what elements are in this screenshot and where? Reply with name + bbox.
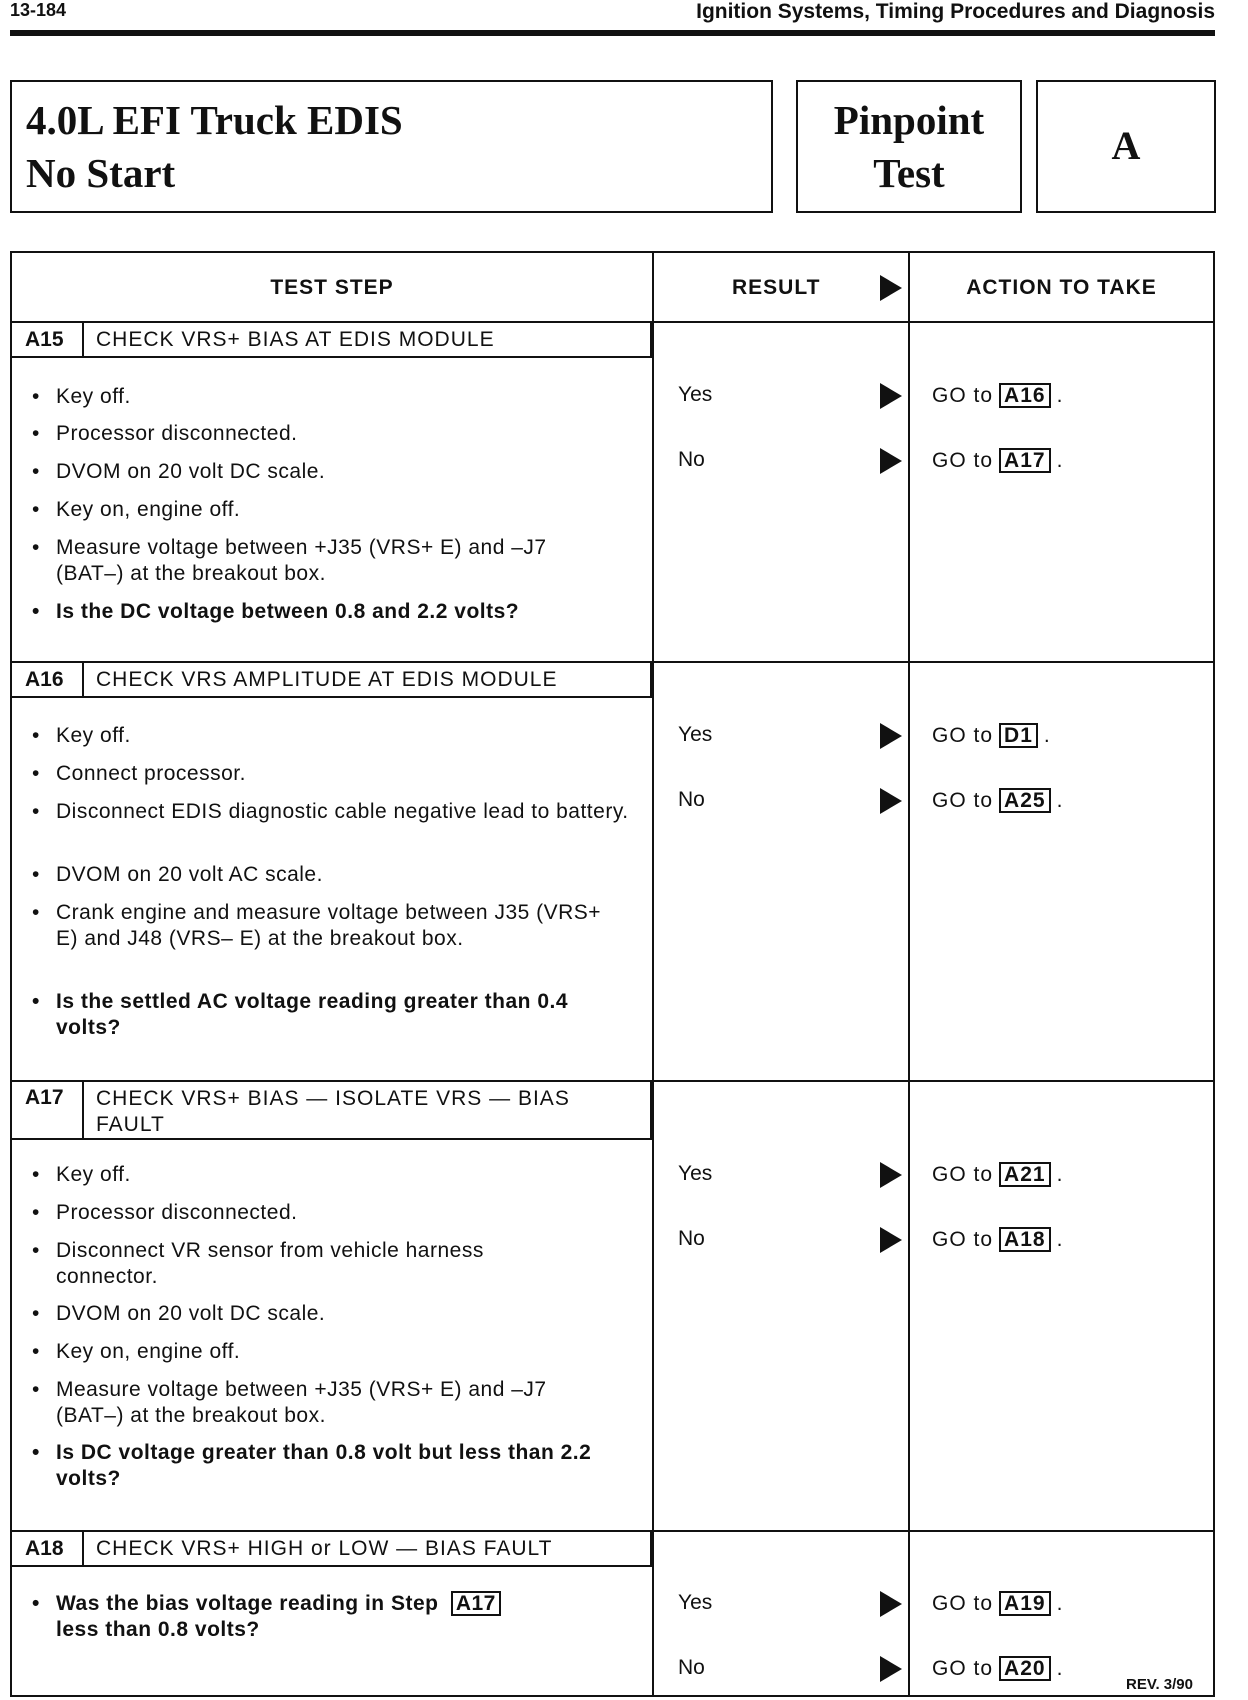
bullet-icon: • (32, 385, 40, 408)
step-title: CHECK VRS AMPLITUDE AT EDIS MODULE (96, 668, 558, 691)
column-divider (908, 253, 910, 1695)
step-id: A15 (12, 323, 84, 356)
bullet-icon: • (32, 1378, 40, 1401)
test-letter-box (1036, 80, 1216, 213)
bullet-icon: • (32, 498, 40, 521)
bullet-icon: • (32, 422, 40, 445)
test-title-box (10, 80, 773, 213)
action-goto: GO to A21 . (932, 1163, 1064, 1186)
step-bullet: • Processor disconnected. (32, 1201, 298, 1224)
test-title-line2: No Start (26, 150, 176, 196)
result-arrow-icon (880, 1656, 902, 1682)
step-ref-d1[interactable]: D1 (999, 723, 1038, 748)
step-bullet: • Key off. (32, 1163, 131, 1186)
step-ref-a18[interactable]: A18 (999, 1227, 1051, 1252)
section-title: Ignition Systems, Timing Procedures and Diagnosis (696, 0, 1215, 23)
step-bullet: • Key off. (32, 724, 131, 747)
bullet-icon: • (32, 1239, 40, 1262)
result-arrow-icon (880, 275, 902, 301)
bullet-icon: • (32, 1592, 40, 1615)
step-id: A17 (12, 1082, 84, 1138)
result-arrow-icon (880, 788, 902, 814)
step-ref-a17-inline[interactable]: A17 (451, 1591, 501, 1616)
step-bullet: • Processor disconnected. (32, 422, 298, 445)
bullet-icon: • (32, 1163, 40, 1186)
result-yes: Yes (678, 383, 713, 406)
step-ref-a16[interactable]: A16 (999, 383, 1051, 408)
pinpoint-label-line2: Test (873, 150, 945, 196)
step-bullet: • Disconnect EDIS diagnostic cable negative lead to battery. (32, 800, 629, 823)
bullet-icon: • (32, 762, 40, 785)
revision-note: REV. 3/90 (1126, 1676, 1193, 1693)
bullet-icon: • (32, 1302, 40, 1325)
step-header-a18 (12, 1532, 652, 1567)
step-bullet: • Crank engine and measure voltage between J35 (VRS+ E) and J48 (VRS– E) at the breakout box. (32, 901, 602, 950)
step-bullet: • Key on, engine off. (32, 498, 241, 521)
result-yes: Yes (678, 723, 713, 746)
column-header-result: RESULT (732, 276, 821, 299)
step-bullet: • Connect processor. (32, 762, 246, 785)
test-title-line1: 4.0L EFI Truck EDIS (26, 97, 403, 143)
step-title: CHECK VRS+ HIGH or LOW — BIAS FAULT (96, 1537, 553, 1560)
step-header-a15 (12, 323, 652, 358)
step-title: CHECK VRS+ BIAS — ISOLATE VRS — BIAS FAULT (96, 1087, 570, 1136)
action-goto: GO to A25 . (932, 789, 1064, 812)
step-bullet: • Key on, engine off. (32, 1340, 241, 1363)
step-header-a16 (12, 663, 652, 698)
header-rule (10, 30, 1215, 36)
step-id: A16 (12, 663, 84, 696)
result-arrow-icon (880, 1591, 902, 1617)
result-arrow-icon (880, 1227, 902, 1253)
result-no: No (678, 448, 705, 471)
step-question: • Is the DC voltage between 0.8 and 2.2 volts? (32, 600, 520, 623)
result-arrow-icon (880, 448, 902, 474)
result-arrow-icon (880, 1162, 902, 1188)
step-bullet: • Measure voltage between +J35 (VRS+ E) and –J7 (BAT–) at the breakout box. (32, 536, 547, 585)
step-ref-a17[interactable]: A17 (999, 448, 1051, 473)
step-question: • Was the bias voltage reading in Step A17 less than 0.8 volts? (32, 1591, 592, 1643)
action-goto: GO to A20 . (932, 1657, 1064, 1680)
step-header-a17 (12, 1082, 652, 1140)
result-yes: Yes (678, 1162, 713, 1185)
bullet-icon: • (32, 1441, 40, 1464)
result-arrow-icon (880, 383, 902, 409)
column-divider (652, 253, 654, 1695)
page-number: 13-184 (10, 0, 67, 20)
step-bullet: • Key off. (32, 385, 131, 408)
bullet-icon: • (32, 600, 40, 623)
pinpoint-test-box (796, 80, 1022, 213)
bullet-icon: • (32, 536, 40, 559)
diagnostic-table (10, 251, 1215, 1697)
bullet-icon: • (32, 901, 40, 924)
bullet-icon: • (32, 724, 40, 747)
step-question: • Is DC voltage greater than 0.8 volt but less than 2.2 volts? (32, 1441, 592, 1490)
bullet-icon: • (32, 863, 40, 886)
step-title: CHECK VRS+ BIAS AT EDIS MODULE (96, 328, 495, 351)
step-ref-a21[interactable]: A21 (999, 1162, 1051, 1187)
result-no: No (678, 1227, 705, 1250)
action-goto: GO to A18 . (932, 1228, 1064, 1251)
bullet-icon: • (32, 1340, 40, 1363)
step-id: A18 (12, 1532, 84, 1565)
bullet-icon: • (32, 1201, 40, 1224)
step-question: • Is the settled AC voltage reading greater than 0.4 volts? (32, 990, 569, 1039)
action-goto: GO to A16 . (932, 384, 1064, 407)
column-header-action: ACTION TO TAKE (966, 276, 1157, 299)
result-no: No (678, 1656, 705, 1679)
result-no: No (678, 788, 705, 811)
column-header-test-step: TEST STEP (270, 276, 394, 299)
bullet-icon: • (32, 990, 40, 1013)
step-bullet: • DVOM on 20 volt DC scale. (32, 1302, 326, 1325)
action-goto: GO to A17 . (932, 449, 1064, 472)
action-goto: GO to D1 . (932, 724, 1051, 747)
bullet-icon: • (32, 800, 40, 823)
result-arrow-icon (880, 723, 902, 749)
result-yes: Yes (678, 1591, 713, 1614)
step-bullet: • Measure voltage between +J35 (VRS+ E) and –J7 (BAT–) at the breakout box. (32, 1378, 547, 1427)
step-ref-a25[interactable]: A25 (999, 788, 1051, 813)
step-bullet: • DVOM on 20 volt AC scale. (32, 863, 323, 886)
step-bullet: • Disconnect VR sensor from vehicle harness connector. (32, 1239, 484, 1288)
pinpoint-label-line1: Pinpoint (833, 97, 985, 143)
bullet-icon: • (32, 460, 40, 483)
step-bullet: • DVOM on 20 volt DC scale. (32, 460, 326, 483)
test-letter: A (1111, 123, 1141, 168)
action-goto: GO to A19 . (932, 1592, 1064, 1615)
step-ref-a20[interactable]: A20 (999, 1656, 1051, 1681)
step-ref-a19[interactable]: A19 (999, 1591, 1051, 1616)
